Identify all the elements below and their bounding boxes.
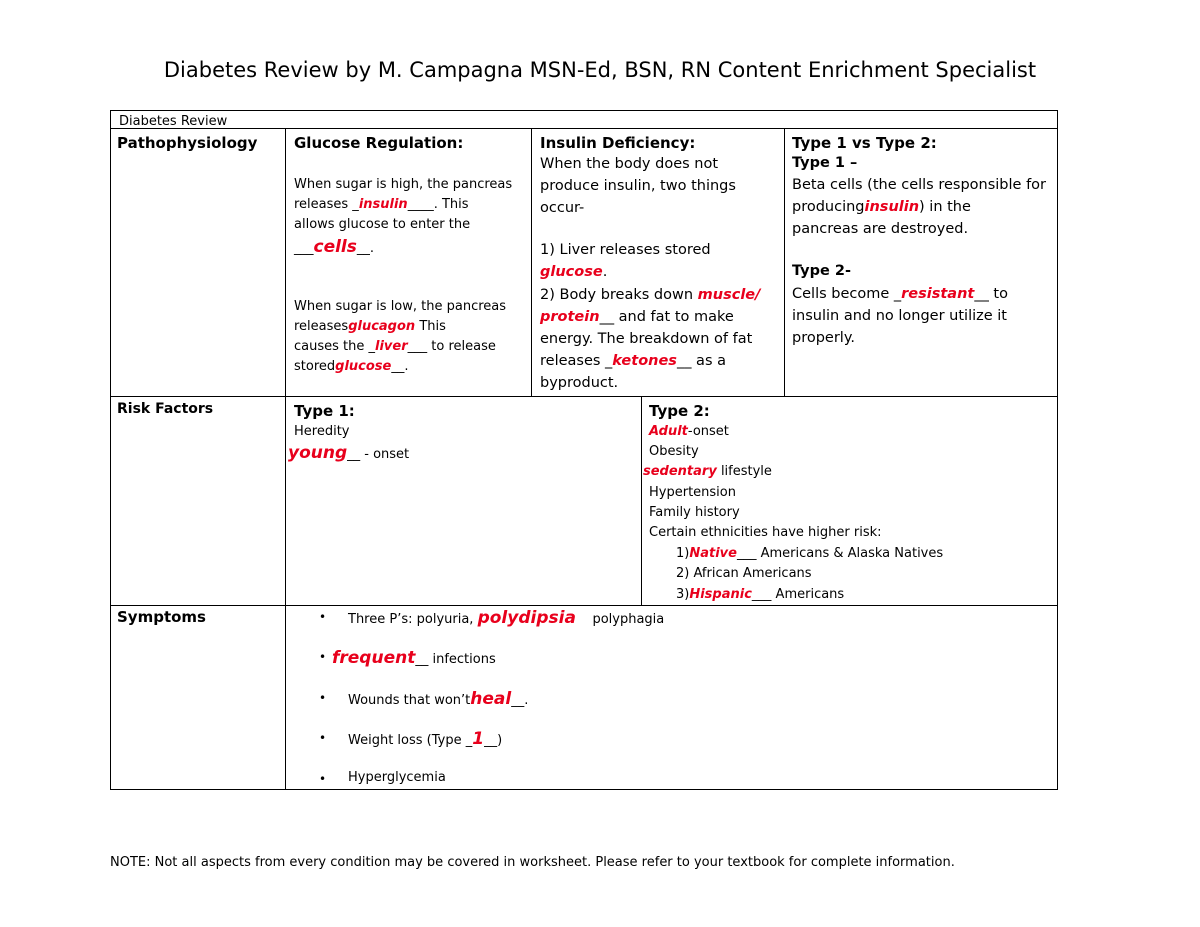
glucose-line: releasesglucagon This [294,319,446,334]
symptom-item: Weight loss (Type _1__) [348,729,503,749]
col-divider-label [285,128,286,790]
insulin-line: produce insulin, two things [540,178,736,194]
insulin-deficiency-heading: Insulin Deficiency: [540,134,696,152]
handwritten-answer: sedentary [643,464,717,479]
risk-factors-heading: Risk Factors [117,401,214,417]
types-line: properly. [792,330,855,346]
types-line: Cells become _resistant__ to [792,286,1008,302]
handwritten-answer: glucose [540,264,603,280]
caption-divider [110,128,1058,129]
handwritten-answer: Adult [649,424,688,439]
table-caption: Diabetes Review [119,114,228,129]
glucose-regulation-heading: Glucose Regulation: [294,134,464,152]
type1-label: Type 1 – [792,155,858,171]
row-divider-1 [110,396,1058,397]
handwritten-answer: glucagon [348,319,416,334]
handwritten-answer: resistant [901,286,975,302]
col-divider-3 [784,128,785,396]
handwritten-answer: protein [540,309,600,325]
col-divider-2 [531,128,532,396]
ethnicity-item: 1)Native___ Americans & Alaska Natives [676,546,944,561]
handwritten-answer: insulin [358,197,408,212]
symptom-item: Three P’s: polyuria, polydipsia polyphagia [348,608,665,628]
col-divider-risk [641,396,642,605]
symptom-item: frequent__ infections [332,648,496,668]
risk-line: Hypertension [649,485,736,500]
risk-line: Adult-onset [649,424,729,439]
insulin-line: byproduct. [540,375,619,391]
handwritten-answer: 1 [472,729,485,749]
type1-vs-type2-heading: Type 1 vs Type 2: [792,134,937,152]
risk-line: young__ - onset [288,443,410,463]
insulin-line: occur- [540,200,585,216]
glucose-line: When sugar is low, the pancreas [294,299,507,314]
handwritten-answer: young [288,443,348,463]
types-line: producinginsulin) in the [792,199,971,215]
handwritten-answer: ketones [612,353,677,369]
list-bullet: • [319,691,327,705]
handwritten-answer: insulin [864,199,920,215]
footer-note: NOTE: Not all aspects from every condition may be covered in worksheet. Please refer to your textbook for complete information. [110,855,955,870]
review-table [110,110,1058,790]
ethnicity-item: 2) African Americans [676,566,812,581]
insulin-line: energy. The breakdown of fat [540,331,753,347]
handwritten-answer: cells [313,237,357,257]
table-border-top [110,110,1058,111]
handwritten-answer: polydipsia [477,608,576,628]
handwritten-answer: glucose [335,359,392,374]
insulin-line: 1) Liver releases stored [540,242,711,258]
handwritten-answer: Hispanic [689,587,752,602]
row-divider-2 [110,605,1058,606]
handwritten-answer: muscle/ [697,287,761,303]
table-border-bottom [110,789,1058,790]
pathophysiology-heading: Pathophysiology [117,134,258,152]
symptoms-heading: Symptoms [117,608,206,626]
handwritten-answer: heal [470,689,512,709]
handwritten-answer: Native [689,546,737,561]
types-line: insulin and no longer utilize it [792,308,1007,324]
list-bullet: • [319,772,327,786]
insulin-line: 2) Body breaks down muscle/ [540,287,761,303]
ethnicity-item: 3)Hispanic___ Americans [676,587,845,602]
symptom-item: Hyperglycemia [348,770,446,785]
glucose-line: storedglucose__. [294,359,409,374]
insulin-line: releases _ketones__ as a [540,353,726,369]
risk-line: sedentary lifestyle [643,464,772,479]
list-bullet: • [319,650,327,664]
risk-line: Family history [649,505,740,520]
glucose-line: allows glucose to enter the [294,217,471,232]
types-line: pancreas are destroyed. [792,221,969,237]
symptom-item: Wounds that won’theal__. [348,689,529,709]
glucose-line: causes the _liver___ to release [294,339,496,354]
risk-type2-heading: Type 2: [649,402,710,420]
glucose-line: releases _insulin____. This [294,197,469,212]
table-border-left [110,110,111,790]
types-line: Beta cells (the cells responsible for [792,177,1047,193]
type2-label: Type 2- [792,263,851,279]
insulin-line: glucose. [540,264,608,280]
insulin-line: protein__ and fat to make [540,309,734,325]
handwritten-answer: frequent [332,648,416,668]
risk-line: Obesity [649,444,699,459]
page-title: Diabetes Review by M. Campagna MSN-Ed, BSN, RN Content Enrichment Specialist [163,58,1037,82]
insulin-line: When the body does not [540,156,719,172]
risk-type1-heading: Type 1: [294,402,355,420]
list-bullet: • [319,610,327,624]
list-bullet: • [319,731,327,745]
risk-line: Certain ethnicities have higher risk: [649,525,882,540]
handwritten-answer: liver [375,339,408,354]
table-border-right [1057,110,1058,790]
glucose-line: ___cells__. [294,237,375,257]
glucose-line: When sugar is high, the pancreas [294,177,513,192]
risk-line: Heredity [294,424,350,439]
